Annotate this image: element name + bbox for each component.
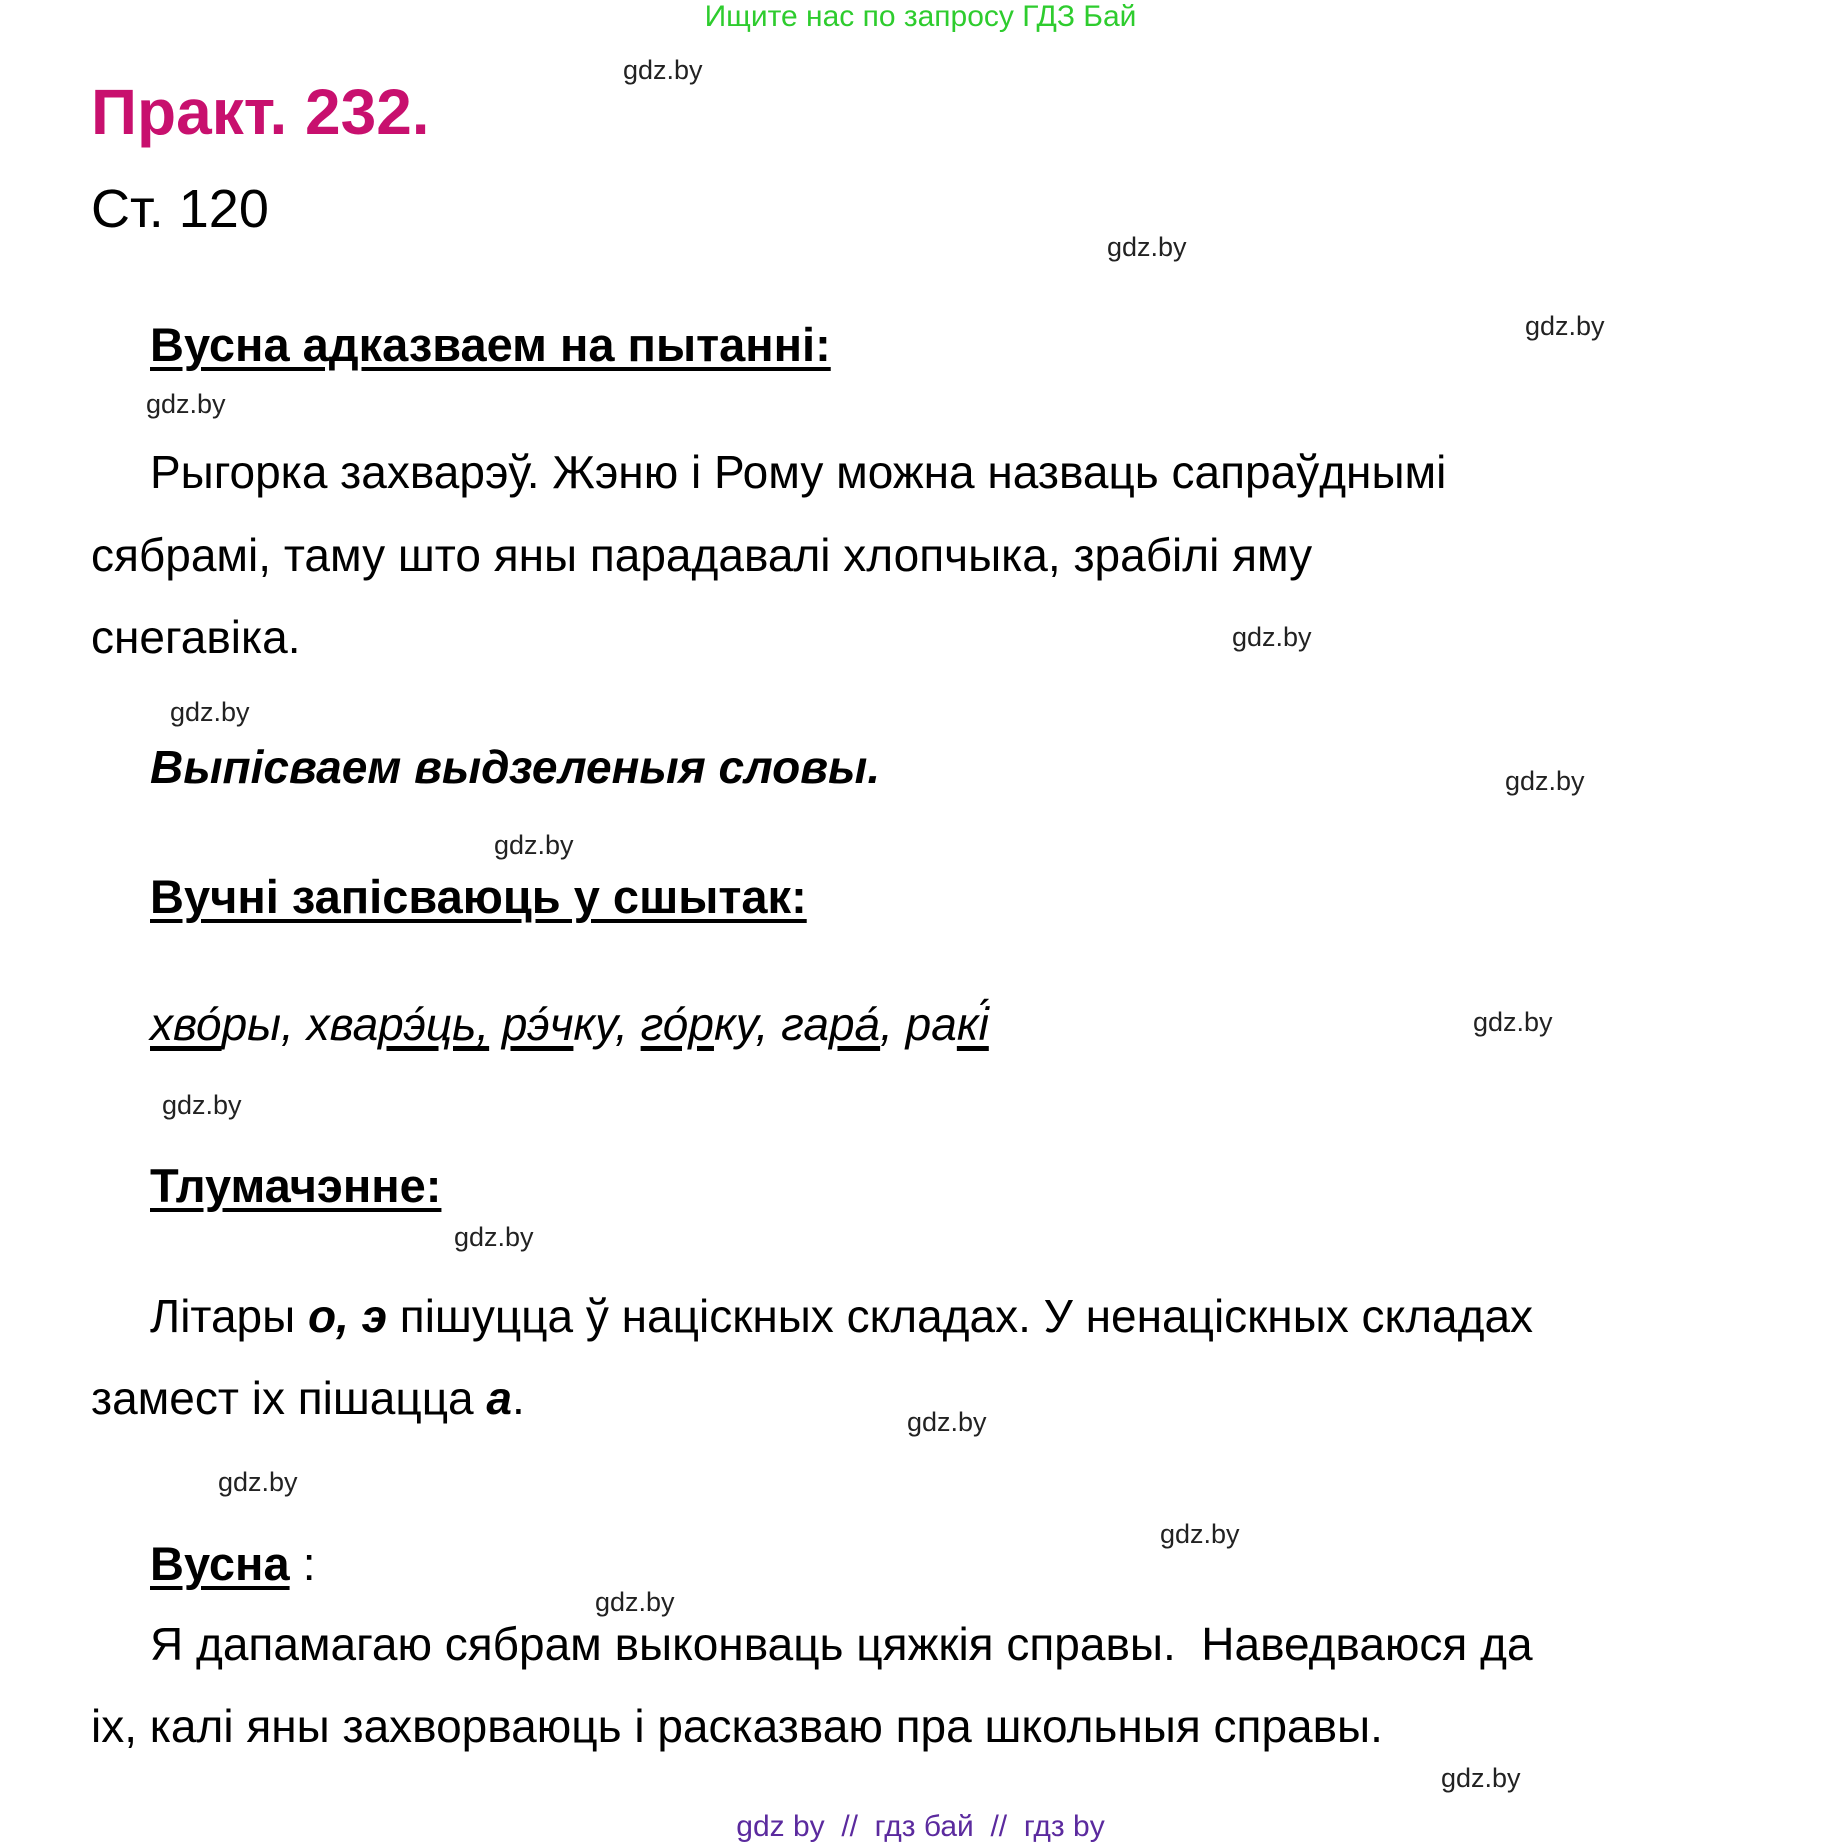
watermark: gdz.by [1441, 1763, 1521, 1793]
section-heading-notebook: Вучні запісваюць у сшытак: [150, 870, 807, 923]
text: Літары [150, 1290, 308, 1342]
underlined-part: го́р [640, 998, 714, 1050]
colon: : [289, 1537, 316, 1590]
watermark: gdz.by [454, 1222, 534, 1252]
watermark: gdz.by [1505, 766, 1585, 796]
watermark: gdz.by [218, 1467, 298, 1497]
paragraph-line: Я дапамагаю сябрам выконваць цяжкія справы. Наведваюся да [150, 1618, 1533, 1670]
text: замест іх пішацца [91, 1372, 487, 1424]
watermark: gdz.by [1473, 1007, 1553, 1037]
paragraph-line: снегавіка. [91, 611, 301, 663]
underlined-part: рэ́ч [501, 998, 574, 1050]
page-reference: Ст. 120 [91, 179, 269, 239]
emphasized-letter: а [486, 1372, 512, 1424]
word-list [150, 996, 989, 1052]
section-heading-oral [150, 1536, 316, 1592]
section-heading-highlighted-words: Выпісваем выдзеленыя словы. [150, 741, 881, 793]
text: . [512, 1372, 525, 1424]
paragraph-line [150, 1288, 1533, 1344]
watermark: gdz.by [1525, 311, 1605, 341]
watermark: gdz.by [1232, 622, 1312, 652]
underlined-part: хво́ [150, 998, 222, 1050]
word-part: ку, [573, 998, 641, 1050]
section-heading-explanation: Тлумачэнне: [150, 1159, 442, 1212]
page-title: Практ. 232. [91, 76, 430, 148]
heading-text: Вусна [150, 1537, 290, 1590]
paragraph-line: Рыгорка захварэў. Жэню і Рому можна назваць сапраўднымі [150, 446, 1447, 498]
underlined-part: рэ́ць, [378, 998, 490, 1050]
emphasized-letters: о, э [307, 1290, 388, 1342]
watermark: gdz.by [907, 1407, 987, 1437]
paragraph-line: сябрамі, таму што яны парадавалі хлопчыка, зрабілі яму [91, 529, 1313, 581]
watermark: gdz.by [595, 1587, 675, 1617]
footer-links: gdz by // гдз бай // гдз by [736, 1810, 1105, 1843]
word-part: ку, га [713, 998, 829, 1050]
word-part: ры, хва [221, 998, 379, 1050]
text: пішуцца ў націскных складах. У ненаціскных складах [387, 1290, 1534, 1342]
search-banner: Ищите нас по запросу ГДЗ Бай [704, 0, 1137, 33]
section-heading-oral-answers: Вусна адказваем на пытанні: [150, 318, 831, 371]
watermark: gdz.by [623, 55, 703, 85]
watermark: gdz.by [146, 389, 226, 419]
word-part [489, 998, 502, 1050]
watermark: gdz.by [1107, 232, 1187, 262]
watermark: gdz.by [170, 697, 250, 727]
underlined-part: кі́ [956, 998, 989, 1050]
watermark: gdz.by [162, 1090, 242, 1120]
paragraph-line: іх, калі яны захворваюць і расказваю пра школьныя справы. [91, 1700, 1383, 1752]
underlined-part: ра́ [828, 998, 881, 1050]
paragraph-line [91, 1370, 525, 1426]
word-part: , ра [880, 998, 957, 1050]
watermark: gdz.by [494, 830, 574, 860]
watermark: gdz.by [1160, 1519, 1240, 1549]
